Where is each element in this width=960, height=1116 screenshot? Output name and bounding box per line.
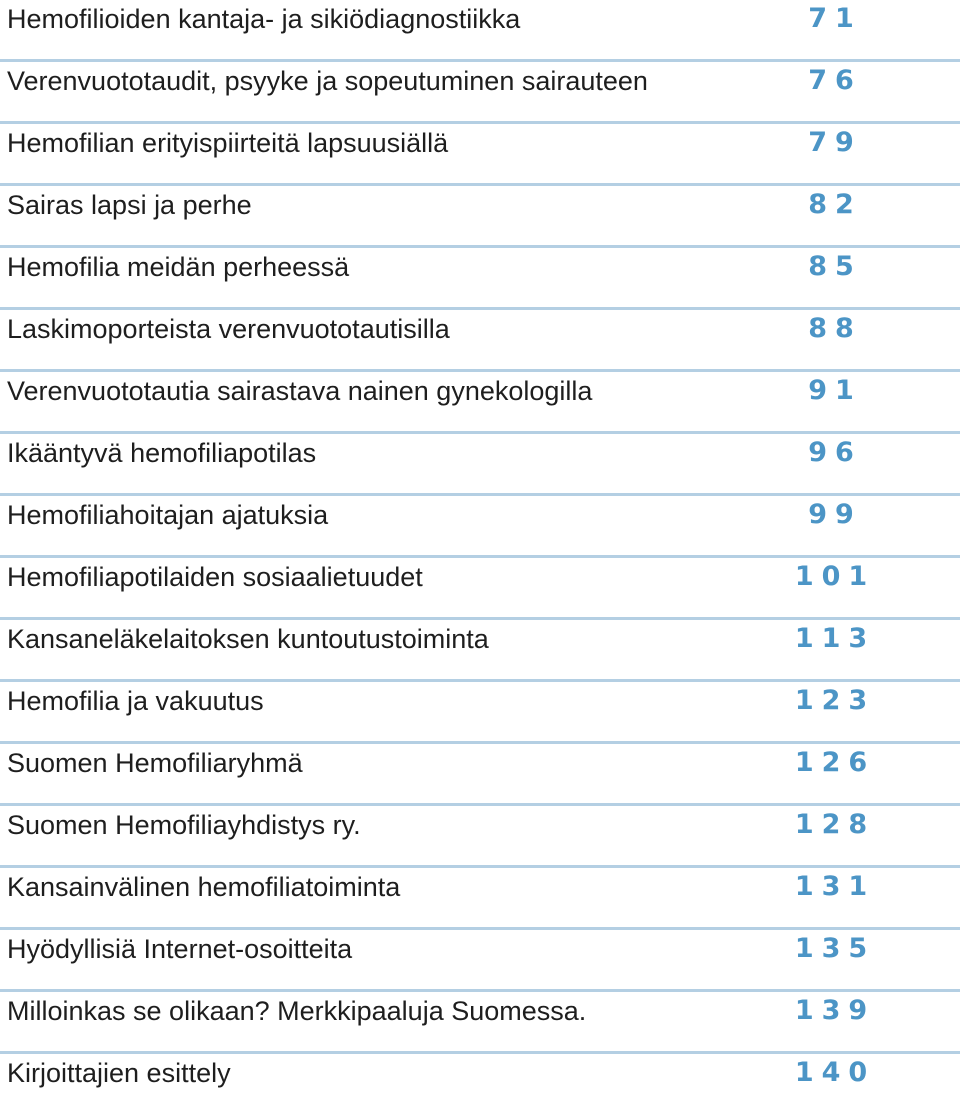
- toc-row[interactable]: [0, 62, 960, 124]
- toc-entry-page-number: 140: [794, 1057, 876, 1088]
- toc-row[interactable]: [0, 186, 960, 248]
- toc-row[interactable]: [0, 434, 960, 496]
- toc-row[interactable]: [0, 682, 960, 744]
- toc-entry-page-number: 82: [808, 189, 862, 220]
- toc-entry-title: Sairas lapsi ja perhe: [7, 190, 252, 220]
- toc-entry-title: Hemofilia meidän perheessä: [7, 252, 350, 282]
- toc-entry-title: Kansainvälinen hemofiliatoiminta: [7, 872, 401, 902]
- toc-entry-page-number: 135: [794, 933, 876, 964]
- toc-row[interactable]: [0, 310, 960, 372]
- toc-entry-title: Hemofilioiden kantaja- ja sikiödiagnostiikka: [7, 4, 521, 34]
- toc-entry-page-number: 128: [794, 809, 876, 840]
- toc-entry-page-number: 126: [794, 747, 876, 778]
- toc-entry-title: Kansaneläkelaitoksen kuntoutustoiminta: [7, 624, 489, 654]
- toc-entry-page-number: 91: [808, 375, 862, 406]
- toc-entry-title: Hemofilian erityispiirteitä lapsuusiällä: [7, 128, 449, 158]
- toc-entry-page-number: 99: [808, 499, 862, 530]
- toc-row[interactable]: [0, 496, 960, 558]
- toc-row[interactable]: [0, 620, 960, 682]
- toc-entry-title: Milloinkas se olikaan? Merkkipaaluja Suomessa.: [7, 996, 587, 1026]
- toc-entry-page-number: 85: [808, 251, 862, 282]
- toc-entry-page-number: 96: [808, 437, 862, 468]
- toc-entry-page-number: 101: [794, 561, 876, 592]
- toc-row[interactable]: [0, 558, 960, 620]
- toc-entry-title: Hemofilia ja vakuutus: [7, 686, 264, 716]
- toc-entry-page-number: 123: [794, 685, 876, 716]
- toc-entry-page-number: 88: [808, 313, 862, 344]
- toc-entry-page-number: 113: [794, 623, 876, 654]
- toc-entry-title: Hyödyllisiä Internet-osoitteita: [7, 934, 353, 964]
- toc-entry-title: Kirjoittajien esittely: [7, 1058, 231, 1088]
- toc-entry-title: Laskimoporteista verenvuototautisilla: [7, 314, 450, 344]
- toc-row[interactable]: [0, 372, 960, 434]
- toc-row[interactable]: [0, 992, 960, 1054]
- toc-row[interactable]: [0, 124, 960, 186]
- toc-row[interactable]: [0, 248, 960, 310]
- toc-row[interactable]: [0, 744, 960, 806]
- toc-row[interactable]: [0, 1054, 960, 1116]
- toc-entry-title: Verenvuototautia sairastava nainen gynekologilla: [7, 376, 593, 406]
- toc-entry-title: Suomen Hemofiliaryhmä: [7, 748, 303, 778]
- toc-entry-page-number: 79: [808, 127, 862, 158]
- toc-entry-page-number: 76: [808, 65, 862, 96]
- toc-entry-title: Suomen Hemofiliayhdistys ry.: [7, 810, 361, 840]
- toc-row[interactable]: [0, 0, 960, 62]
- toc-entry-page-number: 139: [794, 995, 876, 1026]
- toc-entry-page-number: 71: [808, 3, 862, 34]
- toc-entry-page-number: 131: [794, 871, 876, 902]
- toc-entry-title: Verenvuototaudit, psyyke ja sopeutuminen sairauteen: [7, 66, 648, 96]
- toc-entry-title: Hemofiliapotilaiden sosiaalietuudet: [7, 562, 423, 592]
- toc-entry-title: Ikääntyvä hemofiliapotilas: [7, 438, 317, 468]
- toc-row[interactable]: [0, 868, 960, 930]
- toc-row[interactable]: [0, 930, 960, 992]
- toc-row[interactable]: [0, 806, 960, 868]
- toc-entry-title: Hemofiliahoitajan ajatuksia: [7, 500, 329, 530]
